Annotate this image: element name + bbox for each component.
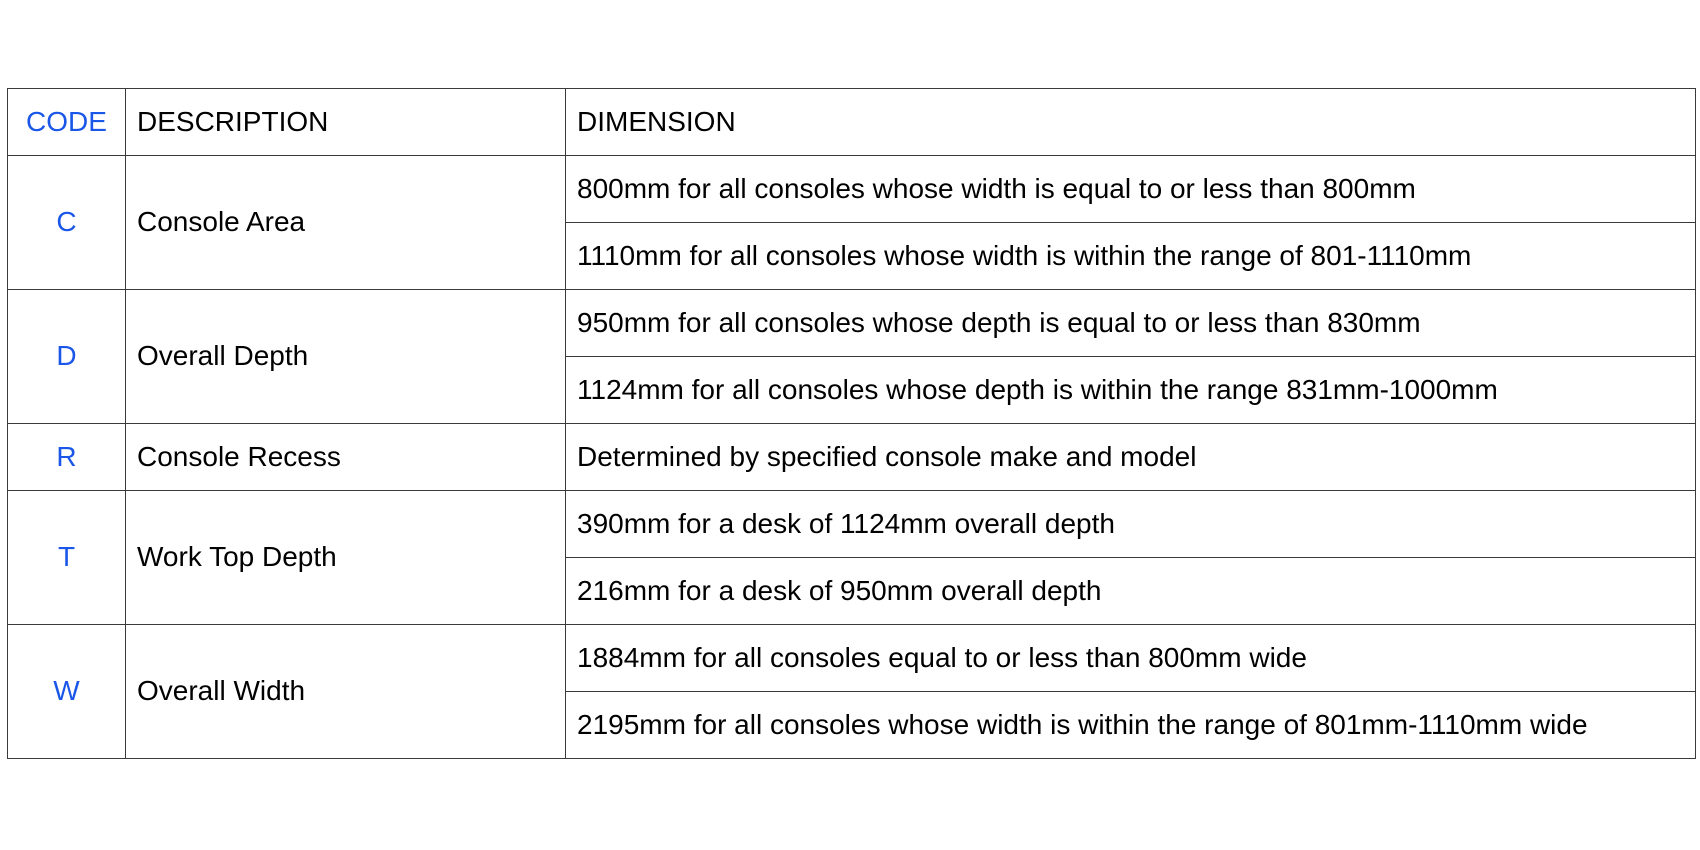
row-description: Work Top Depth <box>126 491 566 625</box>
row-dimension: 216mm for a desk of 950mm overall depth <box>566 558 1696 625</box>
dimension-spec-table <box>7 88 1696 759</box>
table-row <box>8 290 1696 357</box>
row-description: Console Area <box>126 156 566 290</box>
row-dimension: 1124mm for all consoles whose depth is within the range 831mm-1000mm <box>566 357 1696 424</box>
row-code: D <box>8 290 126 424</box>
row-code: T <box>8 491 126 625</box>
row-description: Overall Depth <box>126 290 566 424</box>
row-dimension: 390mm for a desk of 1124mm overall depth <box>566 491 1696 558</box>
row-code: R <box>8 424 126 491</box>
table-row <box>8 424 1696 491</box>
header-code: CODE <box>8 89 126 156</box>
row-dimension: 800mm for all consoles whose width is equal to or less than 800mm <box>566 156 1696 223</box>
table-row <box>8 491 1696 558</box>
table-header-row <box>8 89 1696 156</box>
row-dimension: 2195mm for all consoles whose width is within the range of 801mm-1110mm wide <box>566 692 1696 759</box>
row-dimension: Determined by specified console make and model <box>566 424 1696 491</box>
table-row <box>8 156 1696 223</box>
header-description: DESCRIPTION <box>126 89 566 156</box>
row-description: Overall Width <box>126 625 566 759</box>
header-dimension: DIMENSION <box>566 89 1696 156</box>
row-code: C <box>8 156 126 290</box>
row-dimension: 1884mm for all consoles equal to or less than 800mm wide <box>566 625 1696 692</box>
row-dimension: 950mm for all consoles whose depth is equal to or less than 830mm <box>566 290 1696 357</box>
row-dimension: 1110mm for all consoles whose width is within the range of 801-1110mm <box>566 223 1696 290</box>
row-code: W <box>8 625 126 759</box>
row-description: Console Recess <box>126 424 566 491</box>
table-row <box>8 625 1696 692</box>
